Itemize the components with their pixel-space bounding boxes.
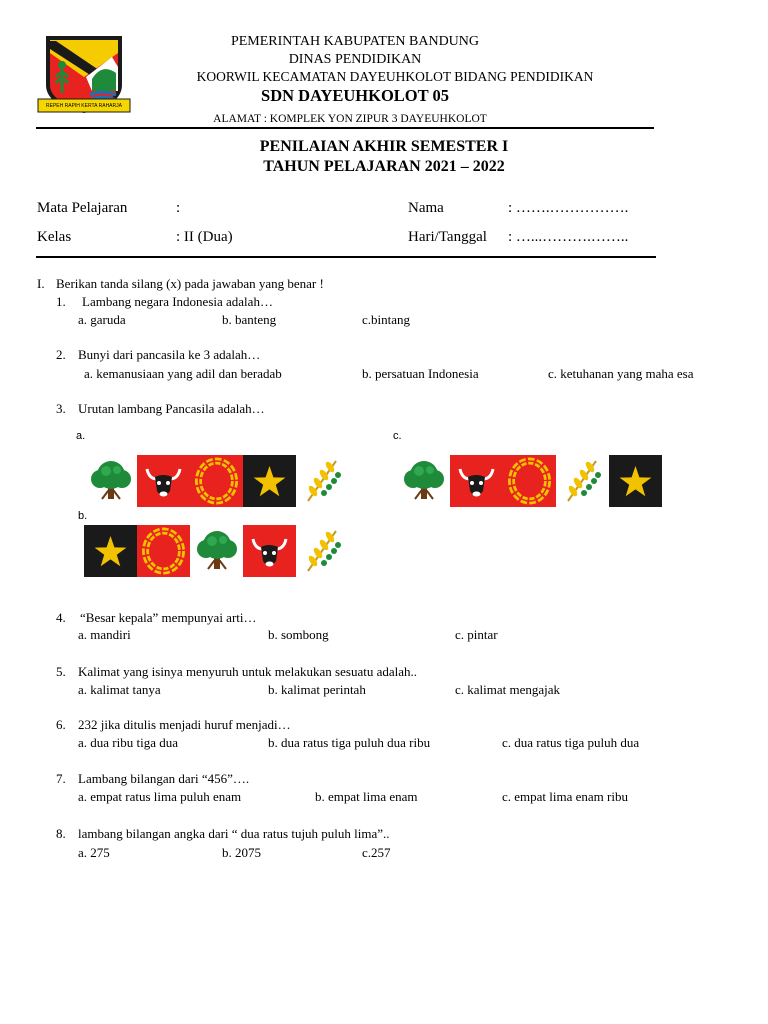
chain-icon [137,525,190,577]
answer-option-c[interactable]: c. kalimat mengajak [455,682,561,697]
question-text: “Besar kepala” mempunyai arti… [80,610,257,625]
banyan-tree-icon [84,455,137,507]
question-text: Bunyi dari pancasila ke 3 adalah… [78,347,261,362]
answer-option-b[interactable]: b. sombong [268,627,329,642]
question-number: 1. [56,294,66,309]
class-value[interactable]: : II (Dua) [176,229,233,245]
bull-head-icon [450,455,503,507]
logo-ribbon-text: REPEH RAPIH KERTA RAHARJA [46,103,122,109]
question-text: Lambang bilangan dari “456”…. [78,771,250,786]
letterhead-divider [36,127,654,129]
answer-option-b[interactable]: b. empat lima enam [315,789,418,804]
question-number: 2. [56,347,66,362]
banyan-tree-icon [397,455,450,507]
question-number: 3. [56,401,66,416]
answer-option-c[interactable]: c.bintang [362,312,411,327]
question-text: 232 jika ditulis menjadi huruf menjadi… [78,717,291,732]
class-label: Kelas [37,229,72,245]
question-text: Kalimat yang isinya menyuruh untuk melakukan sesuatu adalah.. [78,664,417,679]
answer-option-c[interactable]: c. empat lima enam ribu [502,789,628,804]
exam-year: TAHUN PELAJARAN 2021 – 2022 [263,158,505,175]
answer-option-c-label[interactable]: c. [393,430,402,442]
subject-value[interactable]: : [176,200,181,216]
regency-logo [36,33,132,117]
subject-label: Mata Pelajaran [37,200,128,216]
section-number: I. [37,276,45,291]
date-value[interactable]: : …...……….…….. [508,229,629,245]
answer-option-b[interactable]: b. banteng [222,312,277,327]
answer-option-a-label[interactable]: a. [76,430,86,442]
bull-head-icon [243,525,296,577]
answer-option-c[interactable]: c. ketuhanan yang maha esa [548,366,694,381]
question-number: 8. [56,826,66,841]
question-text: lambang bilangan angka dari “ dua ratus tujuh puluh lima”.. [78,826,390,841]
chain-icon [190,455,243,507]
name-value[interactable]: : …….……………. [508,200,629,216]
school-address: ALAMAT : KOMPLEK YON ZIPUR 3 DAYEUHKOLOT [213,113,487,125]
date-label: Hari/Tanggal [408,229,487,245]
symbol-sequence-c[interactable] [397,455,662,508]
exam-title: PENILAIAN AKHIR SEMESTER I [259,138,509,155]
banyan-tree-icon [190,525,243,577]
answer-option-b[interactable]: b. kalimat perintah [268,682,366,697]
answer-option-a[interactable]: a. mandiri [78,627,131,642]
question-text: Lambang negara Indonesia adalah… [82,294,273,309]
answer-option-c[interactable]: c. dua ratus tiga puluh dua [502,735,640,750]
answer-option-a[interactable]: a. 275 [78,845,110,860]
answer-option-b[interactable]: b. persatuan Indonesia [362,366,479,381]
bull-head-icon [137,455,190,507]
letterhead-line1: PEMERINTAH KABUPATEN BANDUNG [230,34,480,49]
question-number: 7. [56,771,66,786]
letterhead-line2: DINAS PENDIDIKAN [288,52,422,67]
rice-cotton-icon [296,525,349,577]
name-label: Nama [408,200,444,216]
symbol-sequence-a[interactable] [84,455,349,508]
chain-icon [503,455,556,507]
star-icon [243,455,296,507]
question-number: 4. [56,610,66,625]
answer-option-b-label[interactable]: b. [78,510,88,522]
identity-divider [36,256,656,258]
answer-option-c[interactable]: c.257 [362,845,391,860]
answer-option-b[interactable]: b. 2075 [222,845,261,860]
question-text: Urutan lambang Pancasila adalah… [78,401,265,416]
answer-option-a[interactable]: a. kemanusiaan yang adil dan beradab [84,366,282,381]
letterhead-line3: KOORWIL KECAMATAN DAYEUHKOLOT BIDANG PENDIDIKAN [196,69,594,84]
school-name: SDN DAYEUHKOLOT 05 [261,86,449,105]
question-number: 6. [56,717,66,732]
rice-cotton-icon [556,455,609,507]
answer-option-b[interactable]: b. dua ratus tiga puluh dua ribu [268,735,431,750]
star-icon [84,525,137,577]
symbol-sequence-b[interactable] [84,525,361,578]
star-icon [609,455,662,507]
question-number: 5. [56,664,66,679]
section-instruction: Berikan tanda silang (x) pada jawaban yang benar ! [56,276,324,291]
answer-option-a[interactable]: a. garuda [78,312,126,327]
rice-cotton-icon [296,455,349,507]
answer-option-c[interactable]: c. pintar [455,627,498,642]
answer-option-a[interactable]: a. empat ratus lima puluh enam [78,789,242,804]
answer-option-a[interactable]: a. dua ribu tiga dua [78,735,178,750]
answer-option-a[interactable]: a. kalimat tanya [78,682,161,697]
